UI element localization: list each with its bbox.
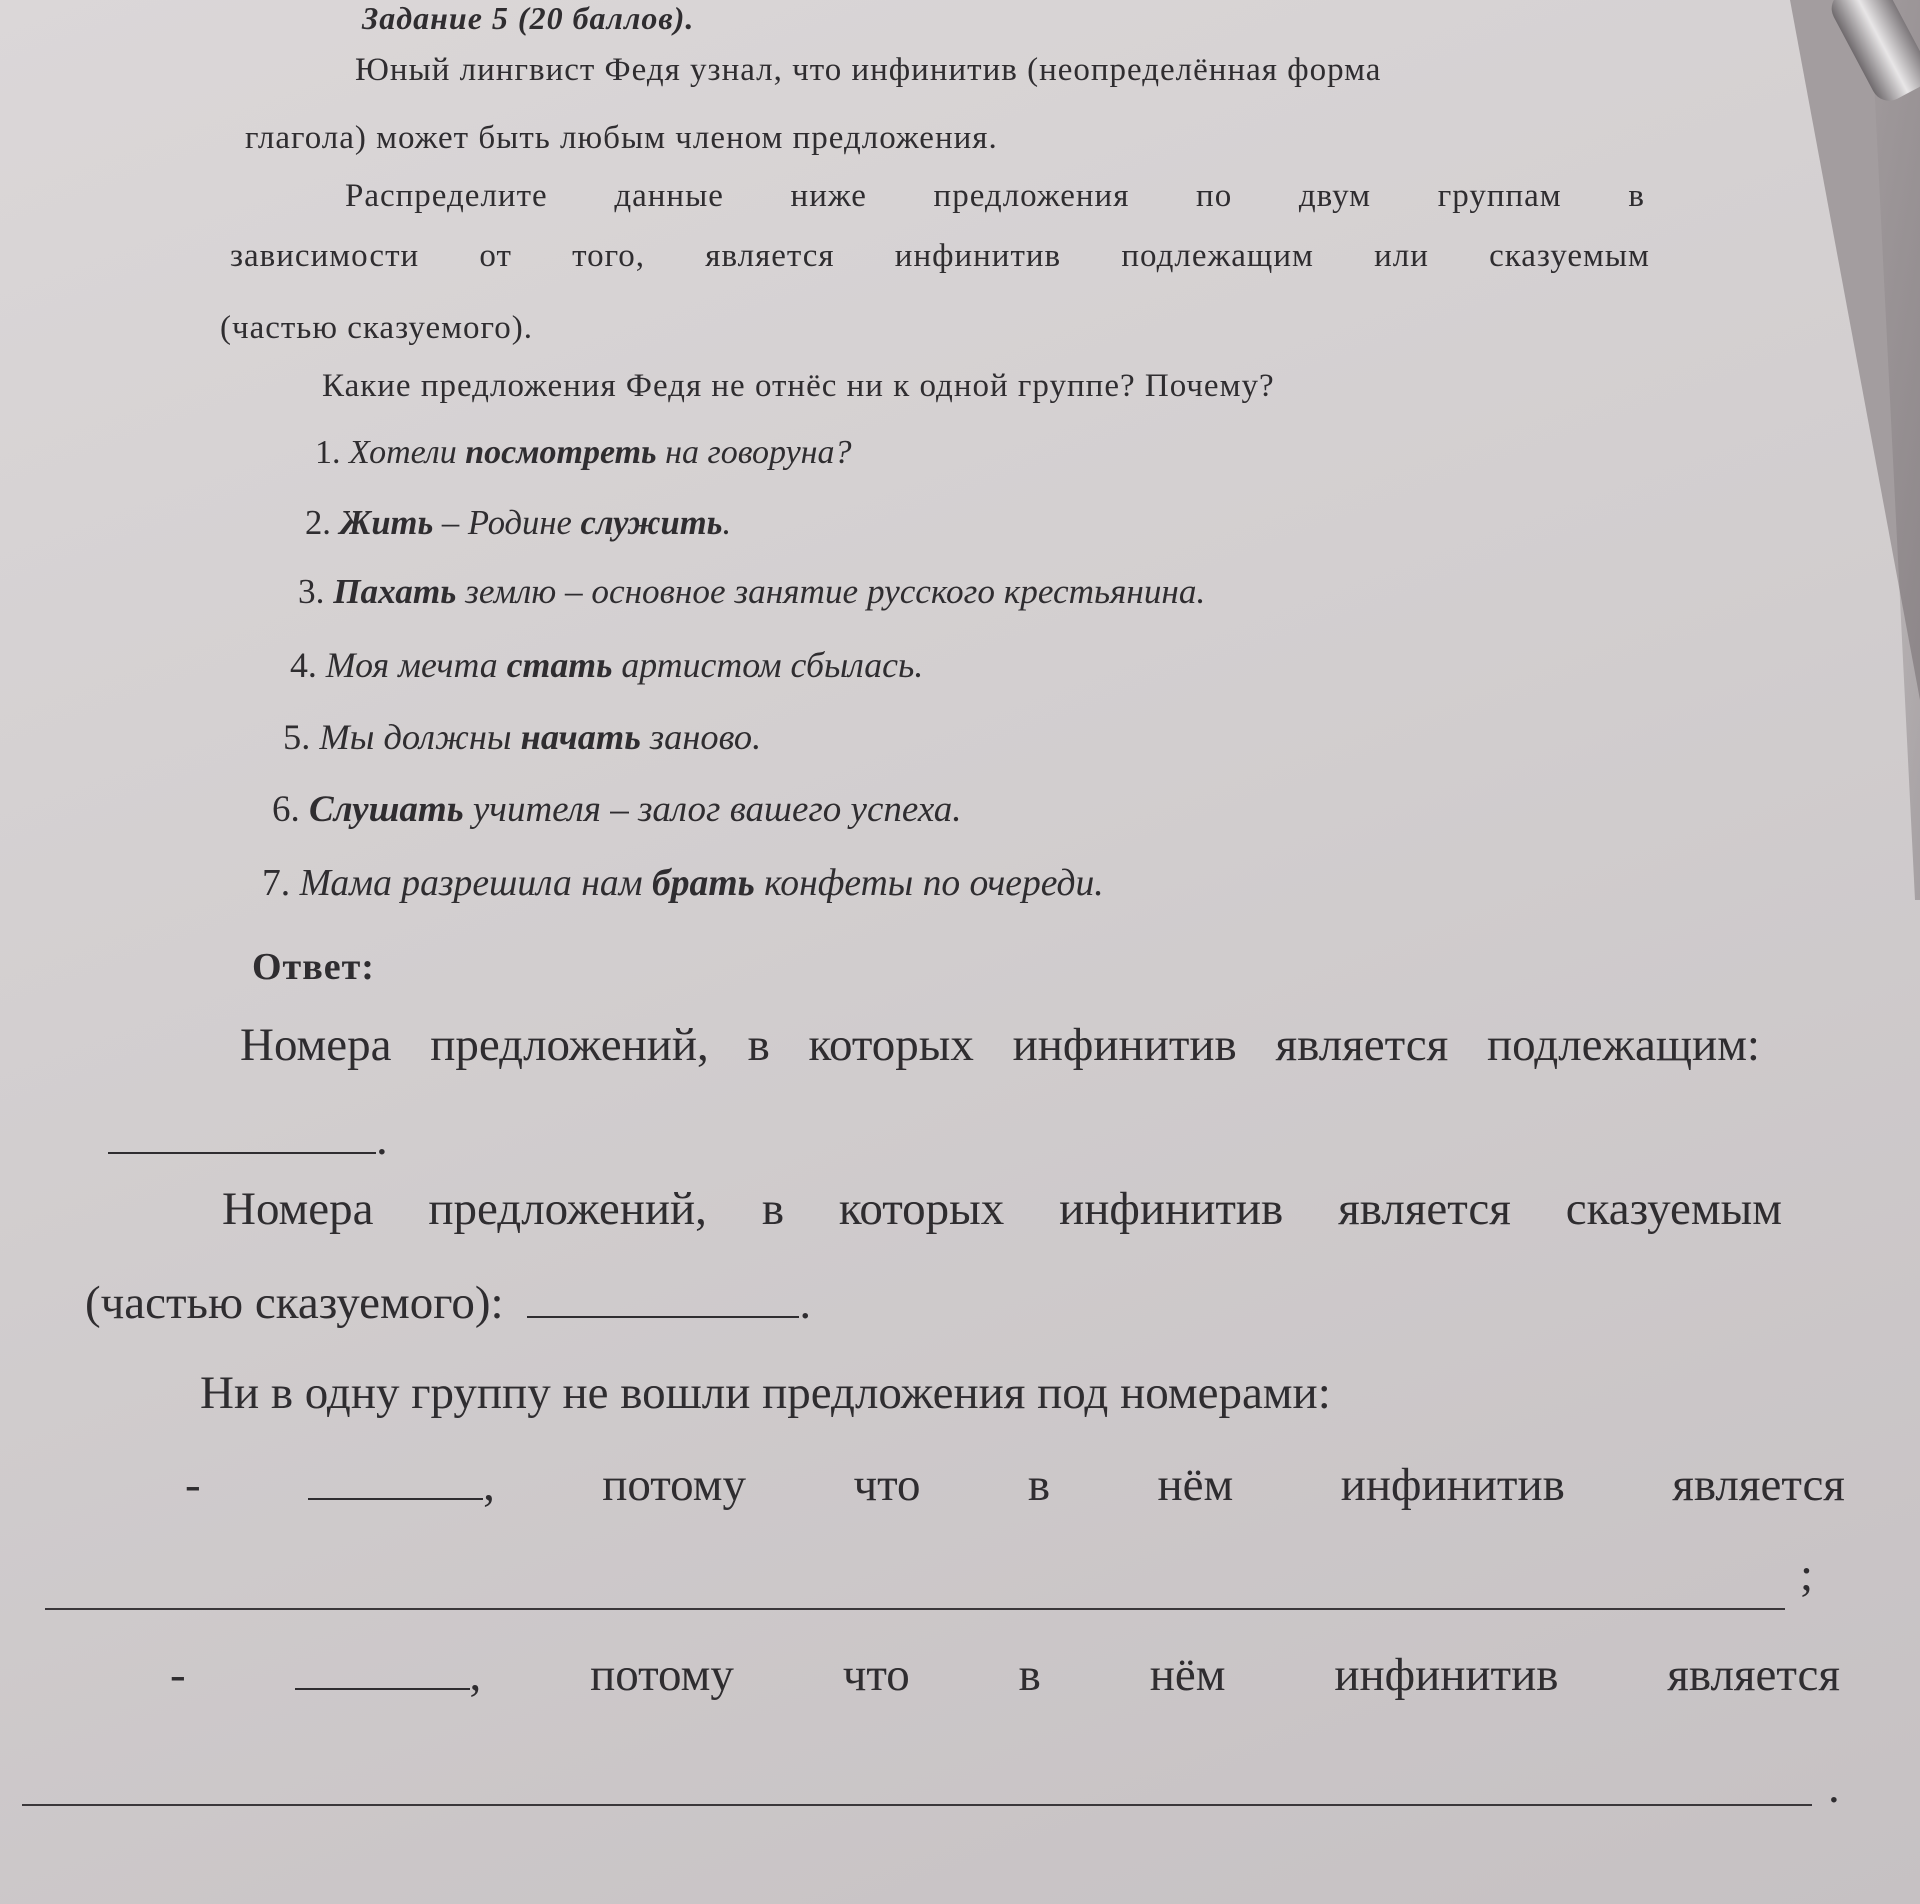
infinitive-bold: служить [580,504,723,542]
sentence-fragment: Хотели [349,434,466,471]
sentence-number: 3. [298,572,334,611]
instruction-word: данные [614,178,724,214]
infinitive-bold: Слушать [309,789,464,830]
sentence-fragment: Мы должны [319,717,521,757]
predicate-question-word: предложений, [428,1183,707,1235]
reason-word: инфинитив [1334,1649,1559,1701]
reason-word: нём [1149,1649,1226,1701]
instruction-word: от [479,238,512,274]
sentence-fragment: землю – основное занятие русского крестьянина. [456,572,1206,611]
sentence-number: 5. [283,717,320,757]
reason-word: потому [590,1649,734,1701]
predicate-answer-blank[interactable] [527,1316,799,1318]
sentence-text [319,717,761,757]
sentence-number: 1. [315,434,349,471]
sentence-fragment: учителя – залог вашего успеха. [463,789,962,830]
sentence-item [315,434,852,472]
infinitive-bold: посмотреть [465,434,657,471]
final-period: . [1828,1761,1840,1813]
predicate-answer-line [85,1276,811,1330]
sentence-fragment: конфеты по очереди. [754,863,1104,904]
answer-label: Ответ: [252,946,375,988]
sentence-fragment: заново. [640,717,762,757]
reason-word: нём [1157,1459,1234,1511]
instruction-word: того, [572,238,646,274]
sentence-item [283,716,761,758]
none-group-label: Ни в одну группу не вошли предложения под номерами: [200,1367,1331,1419]
sentence-text [333,572,1205,611]
reason-number-blank[interactable] [308,1498,483,1500]
instruction-word: или [1374,238,1429,274]
sentence-fragment: Мама разрешила нам [299,863,653,904]
subject-question-word: предложений, [430,1019,709,1071]
reason-word: является [1672,1459,1845,1511]
predicate-question-word: сказуемым [1565,1183,1782,1235]
sentence-fragment: Моя мечта [325,645,507,685]
predicate-question-word: инфинитив [1059,1183,1284,1235]
intro-line-1: Юный лингвист Федя узнал, что инфинитив (неопределённая форма [355,52,1382,88]
infinitive-bold: Пахать [333,572,457,611]
question-text: Какие предложения Федя не отнёс ни к одной группе? Почему? [322,368,1275,404]
instruction-word: предложения [933,178,1130,214]
subject-question-word: инфинитив [1012,1019,1237,1071]
predicate-question-word: которых [838,1183,1005,1235]
reason-2-answer-rule[interactable] [22,1804,1812,1806]
predicate-line-2-label: (частью сказуемого): [85,1277,504,1329]
intro-line-2: глагола) может быть любым членом предложения. [245,120,998,156]
reason-line-2 [170,1648,1840,1702]
subject-question-word: является [1275,1019,1449,1071]
instruction-word: двум [1298,178,1372,214]
reason-word: инфинитив [1340,1459,1565,1511]
comma: , [469,1649,482,1701]
bullet-dash: - [170,1649,186,1701]
instruction-word: инфинитив [894,238,1062,274]
instruction-line-3: (частью сказуемого). [220,310,533,346]
predicate-period: . [799,1277,812,1329]
semicolon: ; [1800,1549,1814,1601]
instruction-line-2 [230,238,1650,275]
reason-number-blank-group [295,1648,482,1702]
reason-number-blank[interactable] [295,1688,470,1690]
instruction-word: является [705,238,835,274]
instruction-word: зависимости [230,238,420,274]
subject-question-word: подлежащим: [1486,1019,1760,1071]
reason-word: что [853,1459,921,1511]
subject-question-word: Номера [240,1019,392,1071]
instruction-word: ниже [790,178,867,214]
subject-answer-line [108,1112,388,1166]
subject-question-word: которых [808,1019,974,1071]
predicate-question-word: в [761,1183,785,1235]
sentence-fragment: артистом сбылась. [612,645,924,685]
predicate-question-word: является [1338,1183,1511,1235]
instruction-word: подлежащим [1121,238,1314,274]
predicate-question-line [222,1182,1782,1236]
predicate-question-word: Номера [222,1183,374,1235]
task-title: Задание 5 (20 баллов). [362,0,695,36]
reason-number-blank-group [308,1458,495,1512]
sentence-text [349,434,852,471]
sentence-text [340,504,732,542]
sentence-item [290,644,923,686]
comma: , [483,1459,495,1511]
sentence-number: 7. [262,863,300,904]
infinitive-bold: брать [652,863,755,904]
sentence-text [309,789,962,830]
reason-1-answer-rule[interactable] [45,1608,1785,1610]
sentence-number: 2. [305,504,340,542]
sentence-item [272,788,962,831]
sentence-item [262,862,1104,905]
subject-answer-blank[interactable] [108,1152,376,1154]
sentence-number: 4. [290,645,326,685]
bullet-dash: - [185,1459,201,1511]
sentence-text [326,645,923,685]
subject-period: . [376,1113,388,1165]
instruction-word: по [1196,178,1233,214]
instruction-word: в [1628,178,1645,214]
reason-word: в [1027,1459,1051,1511]
sentence-item [298,572,1205,612]
sentence-item [305,504,731,543]
infinitive-bold: стать [506,645,613,685]
sentence-fragment: на говоруна? [656,434,852,471]
reason-word: в [1018,1649,1041,1701]
instruction-line-1 [345,178,1645,215]
sentence-number: 6. [272,789,309,830]
infinitive-bold: Жить [339,504,434,542]
reason-word: потому [602,1459,747,1511]
instruction-word: группам [1437,178,1562,214]
reason-line-1 [185,1458,1845,1512]
sentence-text [300,863,1104,904]
instruction-word: Распределите [345,178,548,214]
reason-word: что [842,1649,910,1701]
subject-question-line [240,1018,1760,1072]
reason-word: является [1667,1649,1840,1701]
instruction-word: сказуемым [1489,238,1650,274]
sentence-fragment: . [722,504,732,542]
sentence-fragment: – Родине [433,504,581,542]
infinitive-bold: начать [520,717,641,757]
subject-question-word: в [747,1019,770,1071]
